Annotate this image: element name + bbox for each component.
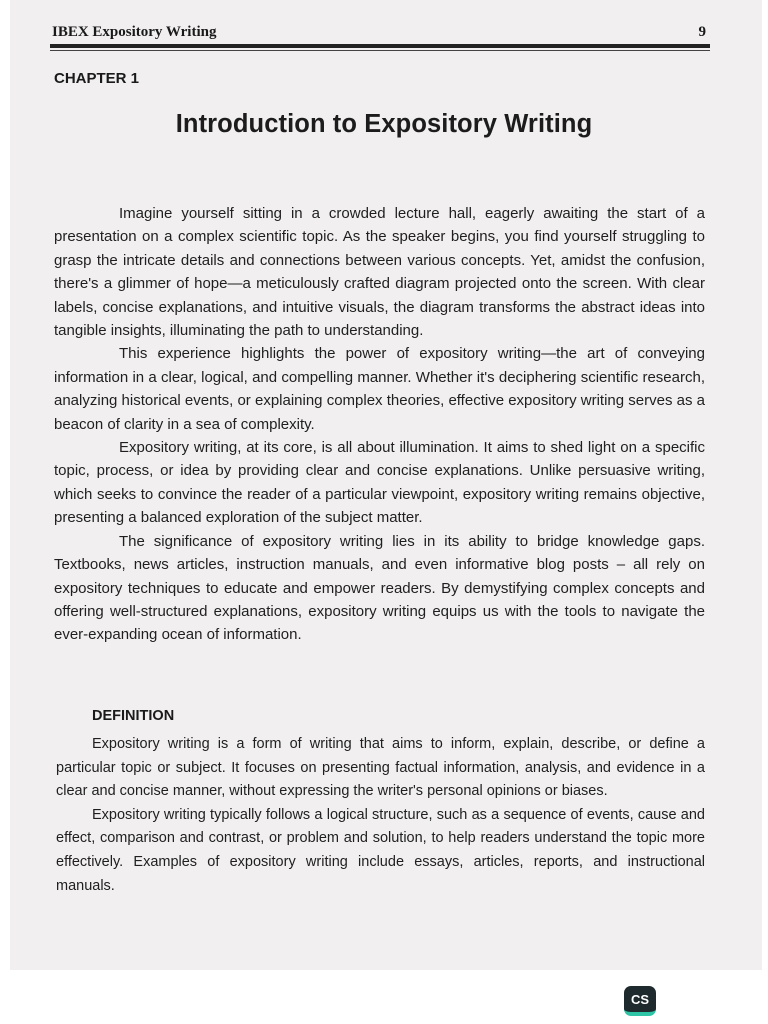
paragraph: Expository writing, at its core, is all about illumination. It aims to shed light on a specific topic, process, or idea by providing clear and concise explanations. Unlike persuasive writing, which seeks to convince the reader of a particular viewpoint, expository writing remains objective, presenting a balanced exploration of the subject matter. bbox=[54, 439, 705, 527]
definition-paragraph: Expository writing typically follows a logical structure, such as a sequence of events, cause and effect, comparison and contrast, or problem and solution, to help readers understand the topic more effectively. Examples of expository writing include essays, articles, reports, and instructional manuals. bbox=[56, 806, 705, 894]
chapter-title: Introduction to Expository Writing bbox=[175, 110, 593, 138]
running-header bbox=[52, 24, 710, 44]
scanner-badge-label: CS bbox=[630, 991, 650, 1007]
paragraph: The significance of expository writing lies in its ability to bridge knowledge gaps. Textbooks, news articles, instruction manuals, and even informative blog posts – all rely on expository techniques to educate and empower readers. By demystifying complex concepts and offering well-structured explanations, expository writing equips us with the tools to navigate the ever-expanding ocean of information. bbox=[54, 532, 705, 644]
chapter-label: CHAPTER 1 bbox=[54, 70, 140, 87]
definition-section bbox=[56, 705, 705, 898]
paragraph: Imagine yourself sitting in a crowded lecture hall, eagerly awaiting the start of a presentation on a complex scientific topic. As the speaker begins, you find yourself struggling to grasp the intricate details and connections between various concepts. Yet, amidst the confusion, there's a glimmer of hope—a meticulously crafted diagram projected onto the screen. With clear labels, concise explanations, and intuitive visuals, the diagram transforms the abstract ideas into tangible insights, illuminating the path to understanding. bbox=[54, 205, 705, 340]
page-number: 9 bbox=[698, 24, 706, 40]
camscanner-logo-icon bbox=[624, 986, 656, 1016]
book-title: IBEX Expository Writing bbox=[52, 24, 217, 40]
header-rule-thick bbox=[50, 44, 710, 48]
paragraph: This experience highlights the power of expository writing—the art of conveying information in a clear, logical, and compelling manner. Whether it's deciphering scientific research, analyzing historical events, or explaining complex theories, effective expository writing serves as a beacon of clarity in a sea of complexity. bbox=[54, 345, 705, 433]
definition-paragraph: Expository writing is a form of writing that aims to inform, explain, describe, or define a particular topic or subject. It focuses on presenting factual information, analysis, and evidence in a clear and concise manner, without expressing the writer's personal opinions or biases. bbox=[56, 736, 705, 800]
body-text bbox=[54, 202, 705, 647]
header-rule-thin bbox=[50, 50, 710, 51]
definition-heading: DEFINITION bbox=[92, 708, 175, 724]
